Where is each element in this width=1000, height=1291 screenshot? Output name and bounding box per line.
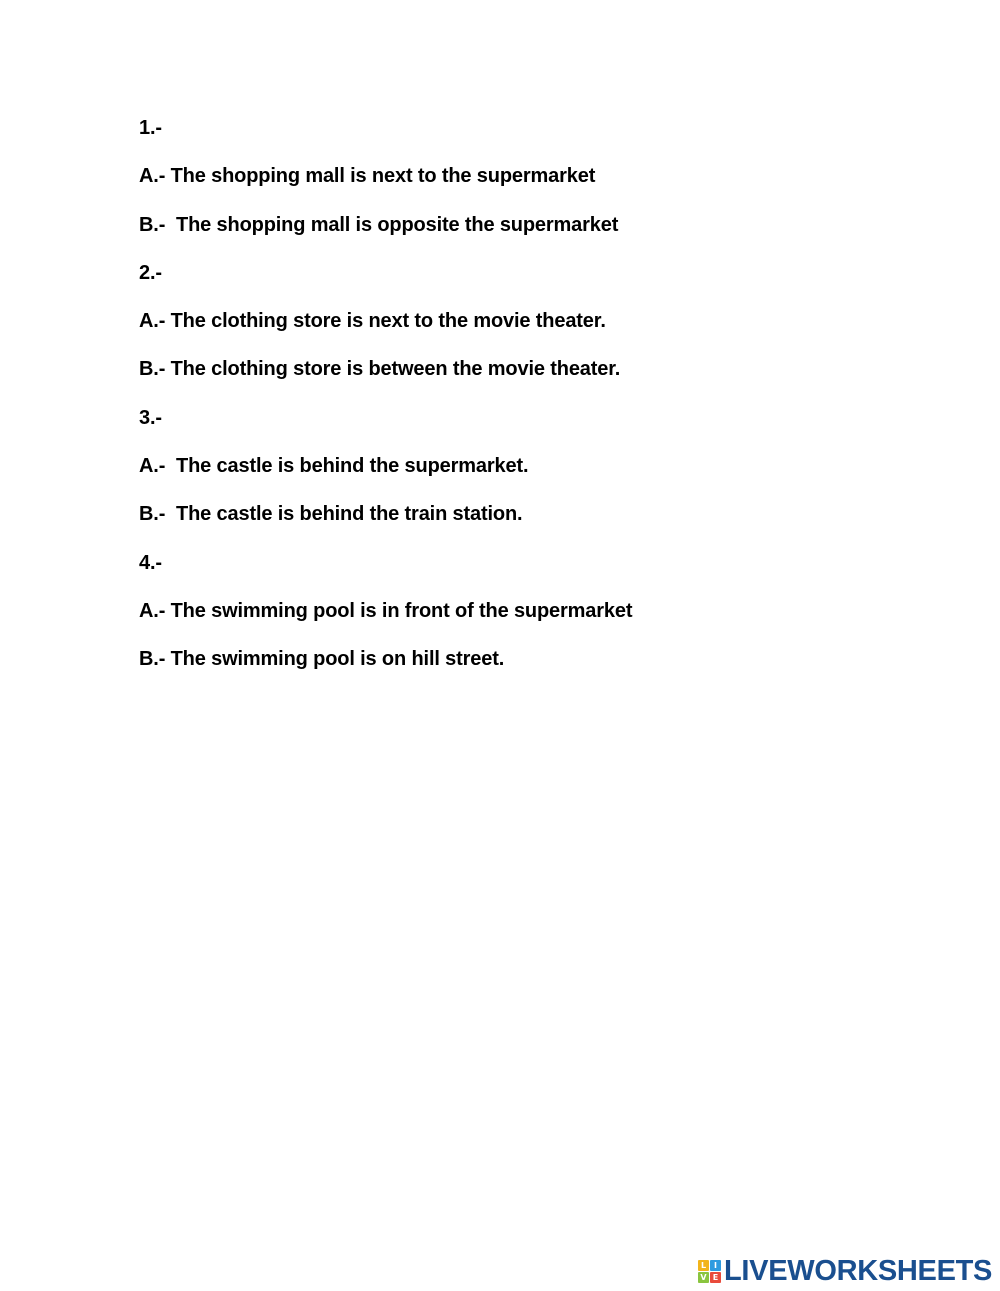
option-3b: B.- The castle is behind the train station. xyxy=(139,503,523,526)
option-1a: A.- The shopping mall is next to the supermarket xyxy=(139,165,596,188)
logo-block-i: I xyxy=(710,1260,721,1271)
question-number-4: 4.- xyxy=(139,551,162,574)
logo-wordmark: LIVEWORKSHEETS xyxy=(724,1255,993,1287)
logo-block-l: L xyxy=(698,1260,709,1271)
logo-block-v: V xyxy=(698,1272,709,1283)
liveworksheets-logo xyxy=(698,1256,992,1286)
question-number-1: 1.- xyxy=(139,117,162,139)
option-4a: A.- The swimming pool is in front of the supermarket xyxy=(139,599,633,622)
question-number-3: 3.- xyxy=(139,406,162,429)
option-1b: B.- The shopping mall is opposite the supermarket xyxy=(139,213,619,236)
logo-blocks-icon xyxy=(698,1260,721,1283)
logo-block-e: E xyxy=(710,1272,721,1283)
option-2b: B.- The clothing store is between the movie theater. xyxy=(139,358,621,381)
option-4b: B.- The swimming pool is on hill street. xyxy=(139,648,505,671)
option-2a: A.- The clothing store is next to the movie theater. xyxy=(139,310,606,333)
question-number-2: 2.- xyxy=(139,261,162,284)
worksheet-content xyxy=(139,116,839,696)
option-3a: A.- The castle is behind the supermarket. xyxy=(139,455,529,478)
